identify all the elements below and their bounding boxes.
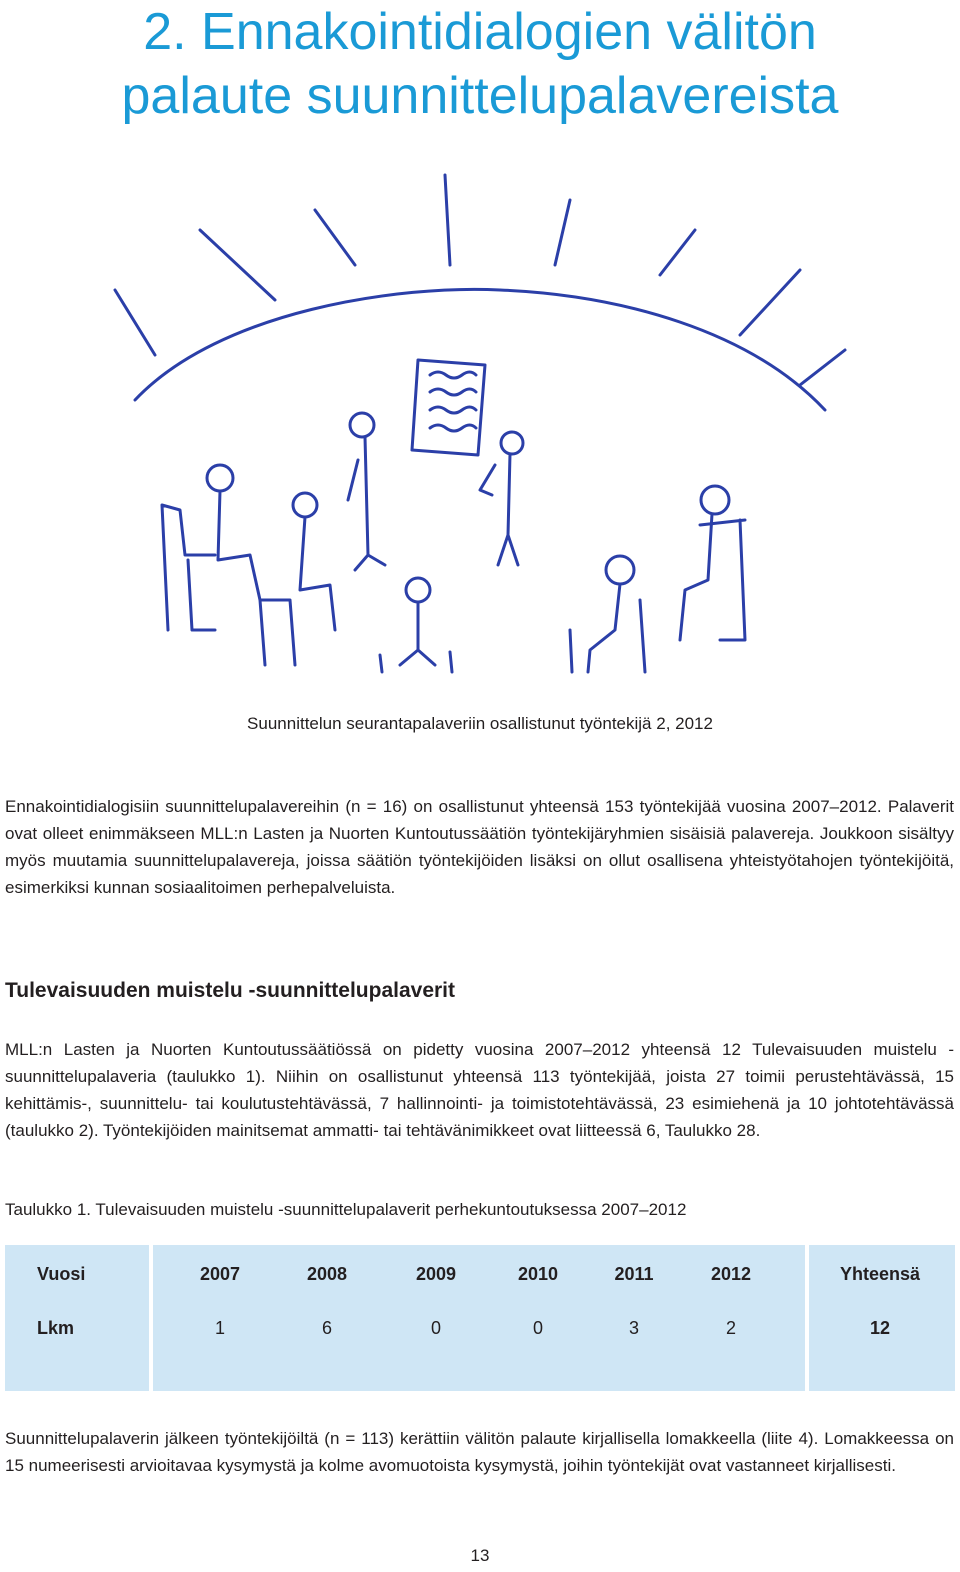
table-cell: 12	[869, 1318, 891, 1338]
title-line-2: palaute suunnittelupalavereista	[121, 67, 839, 125]
title-line-1: 2. Ennakointidialogien välitön	[143, 3, 817, 61]
table-header-cell: 2009	[415, 1264, 457, 1284]
table-header-cell: Vuosi	[37, 1264, 86, 1284]
table-cell: 6	[321, 1318, 332, 1338]
page-number: 13	[470, 1546, 490, 1565]
table-cell: 1	[214, 1318, 225, 1338]
section-heading: Tulevaisuuden muistelu -suunnittelupalaverit	[5, 979, 456, 1002]
table-cell: 3	[628, 1318, 639, 1338]
table-header-row	[5, 1254, 955, 1294]
image-caption: Suunnittelun seurantapalaveriin osallistunut työntekijä 2, 2012	[247, 714, 713, 733]
hand-drawn-illustration	[100, 160, 860, 675]
table-cell: 2	[725, 1318, 736, 1338]
table-header-cell: 2010	[517, 1264, 559, 1284]
table-header-cell: Yhteensä	[839, 1264, 921, 1284]
page-title	[0, 0, 960, 128]
table-caption: Taulukko 1. Tulevaisuuden muistelu -suunnittelupalaverit perhekuntoutuksessa 2007–2012	[5, 1200, 687, 1219]
table-row	[5, 1308, 955, 1348]
section-paragraph: MLL:n Lasten ja Nuorten Kuntoutussäätiössä on pidetty vuosina 2007–2012 yhteensä 12 Tulevaisuuden muistelu -suunnittelupalaveria (taulukko 1). Niihin on osallistunut yhteensä 113 työntekijää, joista 27 toimii perustehtävässä, 15 kehittämis-, suunnittelu- tai koulutustehtävässä, 7 hallinnointi- ja toimistotehtävässä, 23 esimiehenä ja 10 johtotehtävässä (taulukko 2). Työntekijöiden mainitsemat ammatti- tai tehtävänimikkeet ovat liitteessä 6, Taulukko 28.	[5, 1040, 954, 1140]
table-cell: 0	[430, 1318, 441, 1338]
table-header-cell: 2008	[306, 1264, 348, 1284]
intro-paragraph: Ennakointidialogisiin suunnittelupalavereihin (n = 16) on osallistunut yhteensä 153 työntekijää vuosina 2007–2012. Palaverit ovat olleet enimmäkseen MLL:n Lasten ja Nuorten Kuntoutussäätiön työntekijäryhmien sisäisiä palavereja. Joukkoon sisältyy myös muutamia suunnittelupalavereja, joissa säätiön työntekijöiden lisäksi on ollut osallisena yhteistyötahojen työntekijöitä, esimerkiksi kunnan sosiaalitoimen perhepalveluista.	[5, 797, 954, 897]
table-header-cell: 2007	[199, 1264, 241, 1284]
table-header-cell: 2011	[614, 1264, 654, 1284]
table-cell: 0	[532, 1318, 543, 1338]
data-table	[5, 1245, 955, 1391]
table-header-cell: 2012	[710, 1264, 752, 1284]
feedback-paragraph: Suunnittelupalaverin jälkeen työntekijöiltä (n = 113) kerättiin välitön palaute kirjallisella lomakkeella (liite 4). Lomakkeessa on 15 numeerisesti arvioitavaa kysymystä ja kolme avomuotoista kysymystä, joihin työntekijät ovat vastanneet kirjallisesti.	[5, 1429, 954, 1475]
table-cell: Lkm	[37, 1318, 75, 1338]
